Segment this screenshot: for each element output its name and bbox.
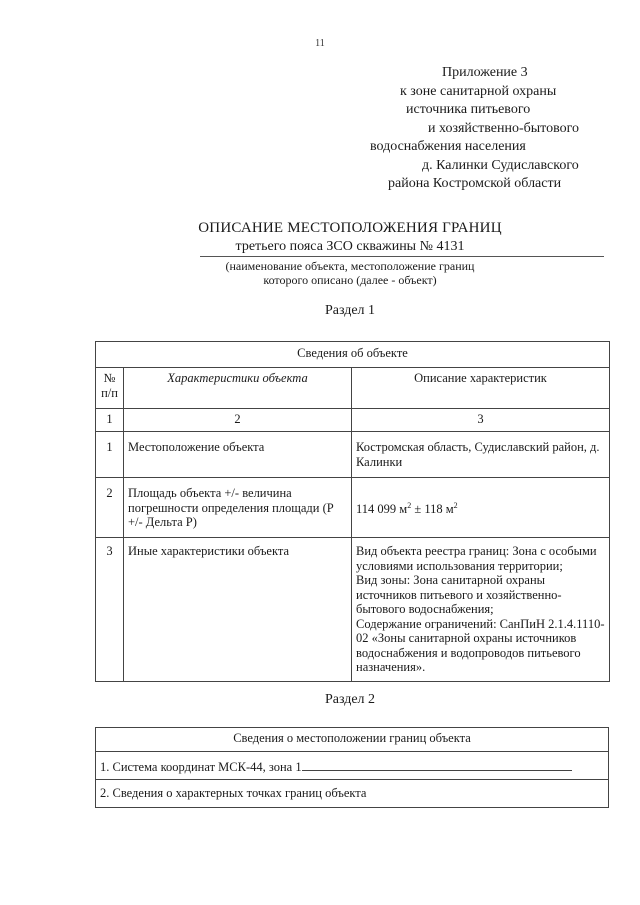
object-note-line-2: которого описано (далее - объект)	[263, 273, 437, 287]
row-value	[352, 478, 610, 538]
row-num: 1	[96, 432, 124, 478]
section-1-title: Раздел 1	[324, 303, 376, 318]
row-num: 3	[96, 538, 124, 682]
row-num: 2	[96, 478, 124, 538]
row-value	[352, 538, 610, 682]
appendix-line-3: источника питьевого	[406, 102, 531, 117]
index-cell-2: 2	[124, 409, 352, 432]
table-caption: Сведения о местоположении границ объекта	[96, 728, 609, 752]
coordinate-system-underline	[302, 758, 572, 771]
table-row	[96, 780, 609, 808]
appendix-line-6: д. Калинки Судиславского	[422, 157, 579, 173]
object-note-line-1: (наименование объекта, местоположение границ	[225, 259, 475, 273]
appendix-line-2: к зоне санитарной охраны	[400, 83, 557, 99]
table-caption-row	[96, 728, 609, 752]
header-characteristics: Характеристики объекта	[124, 368, 352, 409]
error-exponent: 2	[453, 500, 458, 510]
appendix-line-4: и хозяйственно-бытового	[428, 120, 580, 136]
table-index-row	[96, 409, 610, 432]
area-exponent: 2	[407, 500, 412, 510]
appendix-block	[330, 64, 630, 194]
row-name: Местоположение объекта	[124, 432, 352, 478]
object-note	[0, 259, 640, 287]
area-error: ± 118 м	[411, 501, 454, 516]
row-name: Площадь объекта +/- величина погрешности определения площади (Р +/- Дельта Р)	[124, 478, 352, 538]
table-row	[96, 432, 610, 478]
other-characteristic-3: Содержание ограничений: СанПиН 2.1.4.1110-02 «Зоны санитарной охраны источников водоснабжения и водопроводов питьевого назначения».	[356, 616, 605, 674]
table-header-row	[96, 368, 610, 409]
subtitle-underline	[200, 256, 604, 257]
header-num: № п/п	[96, 368, 124, 409]
section-2-title: Раздел 2	[324, 692, 376, 707]
appendix-line-1: Приложение 3	[442, 65, 528, 80]
coordinate-system: 1. Система координат МСК-44, зона 1	[100, 760, 302, 774]
table-caption-row	[96, 342, 610, 368]
appendix-line-7: района Костромской области	[388, 176, 562, 191]
area-value: 114 099 м	[356, 501, 408, 516]
index-cell-3: 3	[352, 409, 610, 432]
table-caption: Сведения об объекте	[96, 342, 610, 368]
row-name: Иные характеристики объекта	[124, 538, 352, 682]
appendix-line-5: водоснабжения населения	[370, 139, 526, 154]
table-row	[96, 752, 609, 780]
other-characteristic-1: Вид объекта реестра границ: Зона с особыми условиями использования территории;	[356, 544, 597, 573]
table-row	[96, 538, 610, 682]
boundary-points: 2. Сведения о характерных точках границ объекта	[96, 780, 609, 808]
table-row	[96, 478, 610, 538]
document-subtitle: третьего пояса ЗСО скважины № 4131	[235, 239, 465, 254]
header-description: Описание характеристик	[352, 368, 610, 409]
row-value: Костромская область, Судиславский район, д. Калинки	[352, 432, 610, 478]
page-number: 11	[315, 38, 325, 49]
document-title: ОПИСАНИЕ МЕСТОПОЛОЖЕНИЯ ГРАНИЦ	[198, 220, 502, 236]
boundary-info-table	[95, 727, 609, 808]
coordinate-system-cell	[96, 752, 609, 780]
index-cell-1: 1	[96, 409, 124, 432]
object-info-table	[95, 341, 610, 682]
other-characteristic-2: Вид зоны: Зона санитарной охраны источников питьевого и хозяйственно-бытового водоснабжения;	[356, 573, 562, 616]
